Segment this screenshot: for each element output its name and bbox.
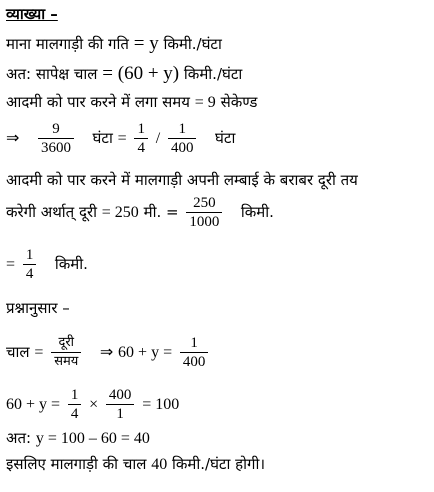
- fraction-denominator: 1: [116, 406, 124, 422]
- conclusion-text: इसलिए मालगाड़ी की चाल: [6, 455, 147, 473]
- equals-sign: =: [133, 33, 145, 54]
- fraction-1-4: [134, 120, 148, 157]
- fraction-9-3600: [38, 120, 74, 157]
- fraction-1-4: [68, 386, 82, 423]
- line-time-conversion: [6, 120, 235, 157]
- unit-text: किमी.: [240, 203, 274, 221]
- fraction-numerator: 1: [168, 120, 197, 139]
- fraction-denominator: 4: [25, 266, 34, 282]
- times-sign: ×: [89, 396, 99, 413]
- line-speed-formula: [6, 334, 211, 371]
- variable-y: y: [149, 33, 159, 54]
- line-distance-statement: आदमी को पार करने में मालगाड़ी अपनी लम्बाई के बराबर दूरी तय: [6, 171, 358, 189]
- fraction-denominator: 400: [182, 354, 206, 370]
- slash: /: [155, 130, 161, 147]
- fraction-denominator: 400: [170, 140, 194, 156]
- equation-result: = 100: [142, 396, 180, 413]
- unit-text: किमी./घंटा: [183, 65, 243, 83]
- line-distance: [6, 194, 274, 231]
- train-speed-text: माना मालगाड़ी की गति: [6, 35, 129, 53]
- fraction-numerator: 1: [23, 246, 37, 265]
- solve-y-expr: y = 100 – 60 = 40: [35, 430, 150, 447]
- line-according-to-question: प्रश्नानुसार –: [6, 299, 70, 317]
- speed-text: चाल: [6, 343, 30, 361]
- therefore-text: अत:: [6, 429, 32, 447]
- unit-text: सेकेण्ड: [220, 93, 258, 111]
- unit-text: किमी./घंटा: [163, 35, 222, 53]
- fraction-1-400: [168, 120, 197, 157]
- relative-speed-expr: (60 + y): [117, 63, 180, 84]
- fraction-numerator: 1: [134, 120, 148, 139]
- fraction-numerator: 400: [106, 386, 135, 405]
- line-solve-y: [6, 428, 150, 449]
- implies-arrow: ⇒: [6, 130, 20, 147]
- equals-sign: =: [117, 130, 127, 147]
- line-train-speed: [6, 34, 222, 54]
- unit-text: किमी.: [54, 255, 88, 273]
- fraction-denominator: समय: [54, 354, 79, 369]
- line-relative-speed: [6, 64, 242, 84]
- unit-text: घंटा: [215, 129, 236, 147]
- fraction-1-400: [180, 334, 209, 371]
- time-value: = 9: [194, 94, 216, 111]
- time-taken-text: आदमी को पार करने में लगा समय: [6, 93, 190, 111]
- fraction-distance-time: [51, 334, 81, 371]
- fraction-denominator: 4: [137, 140, 145, 156]
- fraction-denominator: 4: [70, 406, 79, 422]
- fraction-denominator: 3600: [40, 140, 71, 156]
- fraction-numerator: 1: [68, 386, 82, 405]
- fraction-400-1: [106, 386, 135, 423]
- fraction-250-1000: [186, 194, 222, 231]
- line-time-taken: [6, 92, 257, 113]
- fraction-numerator: 9: [38, 120, 74, 139]
- equation-left: 60 + y =: [118, 344, 173, 361]
- line-conclusion: [6, 454, 265, 475]
- line-distance-result: [6, 246, 88, 283]
- relative-speed-text: अत: सापेक्ष चाल: [6, 65, 98, 83]
- fraction-1-4: [23, 246, 37, 283]
- implies-arrow: ⇒: [99, 344, 114, 361]
- equation-left: 60 + y =: [6, 396, 61, 413]
- fraction-numerator: 1: [180, 334, 209, 353]
- heading: व्याख्या –: [6, 5, 58, 23]
- fraction-numerator: दूरी: [51, 334, 81, 353]
- line-equation: [6, 386, 179, 423]
- equals-sign: =: [34, 344, 44, 361]
- answer-value: 40: [151, 456, 168, 473]
- equals-sign: =: [102, 63, 113, 84]
- fraction-numerator: 250: [186, 194, 222, 213]
- unit-text: घंटा: [92, 129, 113, 147]
- distance-text: करेगी अर्थात् दूरी: [6, 203, 97, 221]
- unit-text: मी. =: [143, 203, 179, 221]
- distance-value: = 250: [101, 204, 139, 221]
- fraction-denominator: 1000: [189, 214, 220, 230]
- equals-sign: =: [6, 256, 16, 273]
- unit-text: किमी./घंटा होगी।: [171, 455, 266, 473]
